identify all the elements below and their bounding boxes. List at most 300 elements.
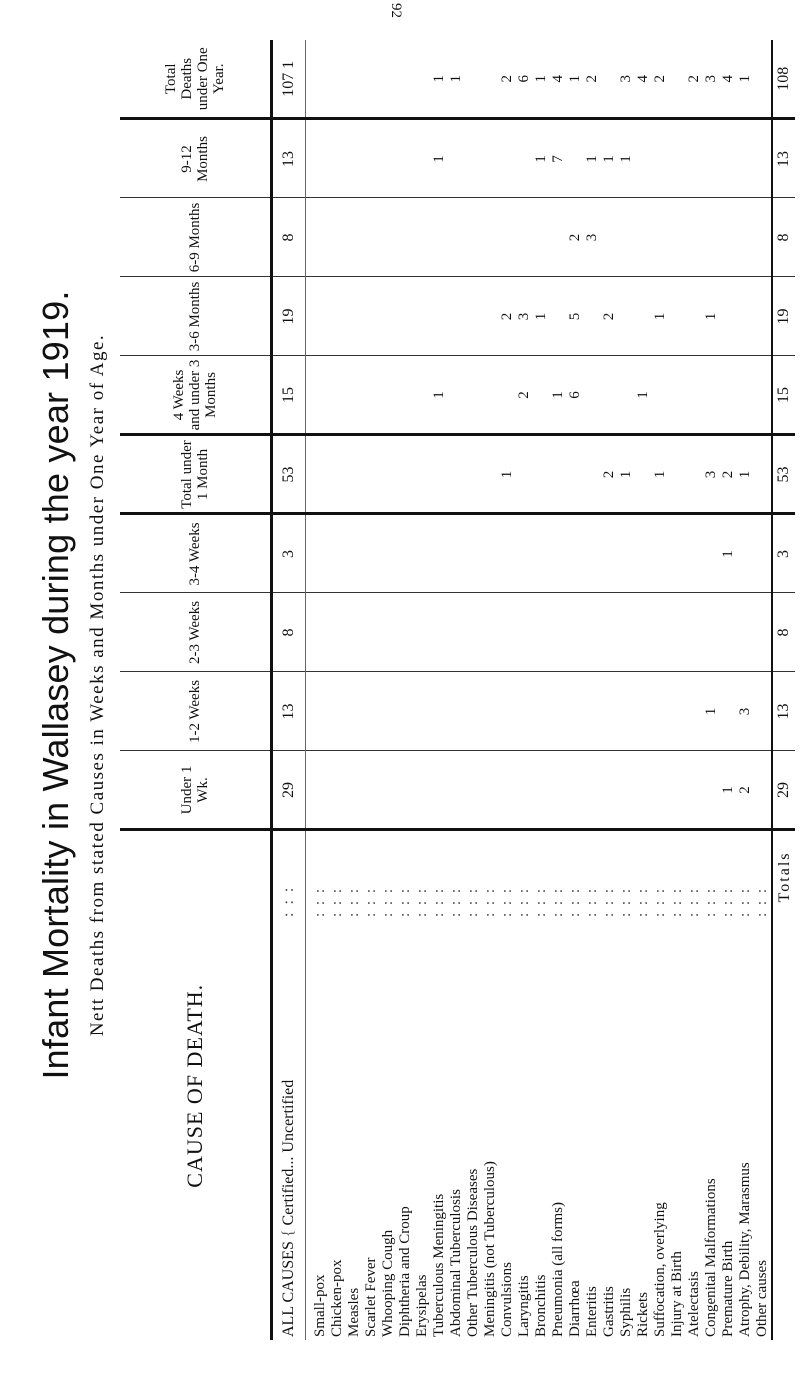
cause-row: Laryngitis : : : 2 3 6	[516, 40, 533, 1340]
cell	[567, 435, 584, 514]
cell: 2	[737, 751, 754, 830]
cause-row: Tuberculous Meningitis : : : 1 1 1	[431, 40, 448, 1340]
cause-label: Suffocation, overlying	[652, 1202, 668, 1337]
cell: 53	[272, 435, 306, 514]
cell	[431, 514, 448, 593]
cell	[414, 514, 431, 593]
cell	[635, 514, 652, 593]
cell: 4	[720, 40, 737, 119]
uncertified-total: 1	[280, 60, 297, 69]
cell: 1	[601, 119, 618, 198]
cell	[754, 435, 772, 514]
cell	[754, 198, 772, 277]
cell	[431, 593, 448, 672]
cause-label: Erysipelas	[414, 1274, 430, 1337]
cell: 8	[772, 198, 795, 277]
cell	[652, 751, 669, 830]
cause-row: Rickets : : : 1 4	[635, 40, 652, 1340]
cell	[601, 356, 618, 435]
cause-label: Gastritis	[601, 1286, 617, 1337]
cell	[669, 119, 686, 198]
cell	[380, 356, 397, 435]
cell: 6	[567, 356, 584, 435]
cell: 2	[499, 40, 516, 119]
cell	[669, 40, 686, 119]
cell: 1	[499, 435, 516, 514]
cell	[737, 277, 754, 356]
cell	[465, 119, 482, 198]
cell	[465, 198, 482, 277]
cell	[346, 40, 363, 119]
cell	[414, 751, 431, 830]
cell: 1	[584, 119, 601, 198]
cell	[737, 514, 754, 593]
cause-label: Other Tuberculous Diseases	[465, 1168, 481, 1337]
cause-label: Small-pox	[312, 1274, 328, 1337]
cell: 108	[772, 40, 795, 119]
col-header: 2-3 Weeks	[120, 593, 272, 672]
cell	[720, 672, 737, 751]
cell: 6	[516, 40, 533, 119]
cell	[584, 672, 601, 751]
cell: 1	[737, 40, 754, 119]
cell	[448, 751, 465, 830]
col-header: 3-4 Weeks	[120, 514, 272, 593]
cell	[499, 356, 516, 435]
cause-label: Other causes	[754, 1259, 770, 1337]
cell	[686, 356, 703, 435]
cause-row: Abdominal Tuberculosis : : : 1	[448, 40, 465, 1340]
cell	[601, 672, 618, 751]
total-value: 107	[280, 72, 297, 97]
cell	[635, 119, 652, 198]
header-row	[120, 40, 272, 1340]
cell	[397, 356, 414, 435]
cell	[272, 40, 306, 119]
cell	[363, 435, 380, 514]
cell	[618, 672, 635, 751]
cause-row: Diarrhœa : : : 6 5 2 1	[567, 40, 584, 1340]
cell: 15	[772, 356, 795, 435]
cause-label: Enteritis	[584, 1286, 600, 1337]
page-number: 92	[388, 3, 404, 18]
cell	[329, 514, 346, 593]
cell: 3	[737, 672, 754, 751]
cell	[482, 356, 499, 435]
cell	[431, 198, 448, 277]
cell	[567, 119, 584, 198]
cell	[584, 277, 601, 356]
cell	[482, 435, 499, 514]
cell: 1	[550, 356, 567, 435]
cell	[465, 593, 482, 672]
cell: 1	[652, 277, 669, 356]
cell	[329, 198, 346, 277]
cell	[686, 435, 703, 514]
cell	[754, 514, 772, 593]
cause-label: Syphilis	[618, 1287, 634, 1337]
cell: 2	[516, 356, 533, 435]
cell	[329, 672, 346, 751]
cause-label: Atrophy, Debility, Marasmus	[737, 1162, 753, 1337]
cell	[363, 198, 380, 277]
cell	[431, 277, 448, 356]
cause-of-death-header: CAUSE OF DEATH.	[120, 830, 272, 1340]
cell	[363, 593, 380, 672]
cell	[652, 672, 669, 751]
cell: 2	[584, 40, 601, 119]
cell	[380, 435, 397, 514]
cell	[584, 435, 601, 514]
cell: 8	[272, 593, 306, 672]
cell	[618, 198, 635, 277]
cell	[516, 119, 533, 198]
cell	[397, 40, 414, 119]
cell: 1	[448, 40, 465, 119]
cause-label: Injury at Birth	[669, 1251, 685, 1337]
cell	[363, 672, 380, 751]
cell	[312, 40, 329, 119]
col-header: 3-6 Months	[120, 277, 272, 356]
cell	[601, 40, 618, 119]
cell: 1	[703, 277, 720, 356]
cell	[482, 119, 499, 198]
cell	[380, 277, 397, 356]
cell	[618, 277, 635, 356]
cell	[346, 672, 363, 751]
cell	[329, 277, 346, 356]
cause-label: Chicken-pox	[329, 1259, 345, 1337]
cause-row: Premature Birth : : : 1 1 2 4	[720, 40, 737, 1340]
cell	[397, 435, 414, 514]
cell	[652, 514, 669, 593]
cell	[601, 751, 618, 830]
cell	[397, 277, 414, 356]
cell: 15	[272, 356, 306, 435]
cell	[720, 277, 737, 356]
cell	[703, 593, 720, 672]
cell	[329, 40, 346, 119]
cell	[397, 593, 414, 672]
cell	[312, 514, 329, 593]
cell	[635, 593, 652, 672]
cell	[703, 198, 720, 277]
cause-row: Atrophy, Debility, Marasmus : : : 2 3 1 1	[737, 40, 754, 1340]
cell	[414, 198, 431, 277]
cause-label: Abdominal Tuberculosis	[448, 1189, 464, 1337]
cell	[397, 119, 414, 198]
cause-row: Convulsions : : : 1 2 2	[499, 40, 516, 1340]
cell	[754, 277, 772, 356]
cell	[533, 672, 550, 751]
cell	[448, 119, 465, 198]
cause-row: Chicken-pox : : :	[329, 40, 346, 1340]
cell	[380, 40, 397, 119]
cell	[516, 672, 533, 751]
cell	[448, 356, 465, 435]
cell	[346, 277, 363, 356]
cell	[720, 119, 737, 198]
cell: 2	[601, 277, 618, 356]
cell	[312, 435, 329, 514]
cell	[550, 435, 567, 514]
cell	[754, 40, 772, 119]
cell: 13	[772, 672, 795, 751]
cell	[346, 751, 363, 830]
cell	[448, 435, 465, 514]
cell	[448, 593, 465, 672]
cell: 3	[703, 435, 720, 514]
cell	[346, 356, 363, 435]
cell	[380, 119, 397, 198]
cell	[363, 277, 380, 356]
cell: 8	[272, 198, 306, 277]
cell	[669, 593, 686, 672]
cell	[533, 198, 550, 277]
cell	[380, 593, 397, 672]
cell	[550, 672, 567, 751]
cause-row: Small-pox : : :	[312, 40, 329, 1340]
cell	[533, 435, 550, 514]
cell: 7	[550, 119, 567, 198]
cell	[329, 119, 346, 198]
all-causes-text: ALL CAUSES	[280, 1241, 297, 1337]
cell	[618, 356, 635, 435]
cell	[533, 593, 550, 672]
cell	[448, 198, 465, 277]
cell: 3	[584, 198, 601, 277]
cell	[584, 356, 601, 435]
cell	[465, 435, 482, 514]
cell	[465, 514, 482, 593]
cell	[329, 435, 346, 514]
cell	[754, 593, 772, 672]
cell	[414, 277, 431, 356]
cell	[363, 119, 380, 198]
cell	[414, 672, 431, 751]
cell: 2	[686, 40, 703, 119]
cell	[754, 751, 772, 830]
cell	[703, 356, 720, 435]
cell: 3	[618, 40, 635, 119]
cell	[465, 356, 482, 435]
cell	[482, 277, 499, 356]
cause-row: Injury at Birth : : :	[669, 40, 686, 1340]
totals-label: Totals	[772, 830, 795, 1340]
cell	[346, 198, 363, 277]
page-subtitle: Nett Deaths from stated Causes in Weeks and Months under One Year of Age.	[87, 333, 108, 1037]
cell	[312, 593, 329, 672]
cell	[465, 277, 482, 356]
cause-label: Convulsions	[499, 1261, 515, 1337]
cell	[499, 751, 516, 830]
cause-label: Diarrhœa	[567, 1280, 583, 1337]
cell	[363, 356, 380, 435]
cell	[431, 751, 448, 830]
cell	[686, 198, 703, 277]
cell	[312, 277, 329, 356]
cell: 2	[720, 435, 737, 514]
cell: 29	[272, 751, 306, 830]
cause-label: Rickets	[635, 1292, 651, 1337]
cell: 1	[431, 40, 448, 119]
cell	[431, 672, 448, 751]
rotated-table-page	[32, 20, 793, 1350]
cell	[482, 40, 499, 119]
cell	[533, 356, 550, 435]
cell: 1	[720, 751, 737, 830]
cell	[550, 593, 567, 672]
cause-row: Scarlet Fever : : :	[363, 40, 380, 1340]
mortality-table	[120, 40, 795, 1340]
cell: 13	[772, 119, 795, 198]
cell	[329, 593, 346, 672]
cell	[397, 672, 414, 751]
cause-row: Measles : : :	[346, 40, 363, 1340]
cell	[533, 514, 550, 593]
cell	[516, 514, 533, 593]
cell	[312, 672, 329, 751]
cell: 1	[737, 435, 754, 514]
cell	[567, 672, 584, 751]
cause-label: Measles	[346, 1287, 362, 1337]
col-header: Total under 1 Month	[120, 435, 272, 514]
cause-row: Congenital Malformations : : : 1 3 1 3	[703, 40, 720, 1340]
cell	[601, 198, 618, 277]
cell	[414, 356, 431, 435]
cell: 13	[272, 119, 306, 198]
cell: 1	[431, 119, 448, 198]
cause-label: Bronchitis	[533, 1274, 549, 1337]
cell	[397, 198, 414, 277]
uncertified-label: Uncertified	[280, 1079, 297, 1153]
cell: 3	[772, 514, 795, 593]
cause-label: Whooping Cough	[380, 1229, 396, 1337]
cell	[414, 40, 431, 119]
cell: 1	[652, 435, 669, 514]
cell	[584, 593, 601, 672]
cause-row: Pneumonia (all forms) : : : 1 7 4	[550, 40, 567, 1340]
cell: 1	[431, 356, 448, 435]
cell	[737, 119, 754, 198]
cell	[312, 356, 329, 435]
cell	[346, 119, 363, 198]
cell	[465, 672, 482, 751]
cell	[533, 751, 550, 830]
cell	[669, 356, 686, 435]
cell	[754, 356, 772, 435]
cell	[499, 198, 516, 277]
cause-row: Diphtheria and Croup : : :	[397, 40, 414, 1340]
col-header: 4 Weeks and under 3 Months	[120, 356, 272, 435]
cell	[618, 593, 635, 672]
cell	[363, 514, 380, 593]
cell: 1	[618, 119, 635, 198]
cell	[601, 593, 618, 672]
cell	[686, 514, 703, 593]
cell	[550, 751, 567, 830]
page-title: Infant Mortality in Wallasey during the year 1919.	[35, 290, 76, 1080]
cause-row: Other Tuberculous Diseases : : :	[465, 40, 482, 1340]
cell	[465, 751, 482, 830]
cell	[754, 672, 772, 751]
cause-row: Gastritis : : : 2 2 1	[601, 40, 618, 1340]
cell	[482, 751, 499, 830]
cell	[652, 198, 669, 277]
cell	[465, 40, 482, 119]
cell	[669, 672, 686, 751]
cause-label: Premature Birth	[720, 1240, 736, 1337]
cell	[720, 198, 737, 277]
cell	[414, 119, 431, 198]
cell: 4	[635, 40, 652, 119]
cell	[397, 751, 414, 830]
cell: 1	[567, 40, 584, 119]
cell	[397, 514, 414, 593]
cell: 19	[272, 277, 306, 356]
cell: 1	[533, 40, 550, 119]
cell: 1	[533, 277, 550, 356]
cause-row: Bronchitis : : : 1 1 1	[533, 40, 550, 1340]
cell	[686, 593, 703, 672]
cell	[737, 593, 754, 672]
cell	[550, 198, 567, 277]
cause-row: Atelectasis : : : 2	[686, 40, 703, 1340]
cell	[601, 514, 618, 593]
cell: 1	[635, 356, 652, 435]
cell	[686, 277, 703, 356]
cell	[414, 593, 431, 672]
col-header: 1-2 Weeks	[120, 672, 272, 751]
cell	[703, 514, 720, 593]
cell	[499, 672, 516, 751]
cell: 1	[703, 672, 720, 751]
cell: 19	[772, 277, 795, 356]
cause-label: Laryngitis	[516, 1275, 532, 1337]
cause-label: Congenital Malformations	[703, 1178, 719, 1337]
col-header: 6-9 Months	[120, 198, 272, 277]
col-header: Total Deaths under One Year.	[120, 40, 272, 119]
cell: 2	[652, 40, 669, 119]
cell	[652, 119, 669, 198]
cell	[720, 356, 737, 435]
cell	[380, 514, 397, 593]
cell	[618, 514, 635, 593]
cell	[652, 356, 669, 435]
col-header: Under 1 Wk.	[120, 751, 272, 830]
cell: 1	[720, 514, 737, 593]
cell	[669, 277, 686, 356]
cell	[550, 277, 567, 356]
cause-label: Diphtheria and Croup	[397, 1206, 413, 1337]
all-causes-label: ALL CAUSES { Certified... Uncertified	[272, 920, 306, 1340]
cause-row: Suffocation, overlying : : : 1 1 2	[652, 40, 669, 1340]
cell: 4	[550, 40, 567, 119]
cell: 53	[772, 435, 795, 514]
cause-label: Pneumonia (all forms)	[550, 1202, 566, 1337]
cause-label: Meningitis (not Tuberculous)	[482, 1161, 498, 1337]
cell	[482, 514, 499, 593]
cell	[635, 198, 652, 277]
cell	[618, 751, 635, 830]
cell: 3	[516, 277, 533, 356]
cause-label: Tuberculous Meningitis	[431, 1193, 447, 1337]
cell	[669, 198, 686, 277]
cell	[584, 751, 601, 830]
cell	[346, 593, 363, 672]
cell	[431, 435, 448, 514]
cell	[380, 198, 397, 277]
